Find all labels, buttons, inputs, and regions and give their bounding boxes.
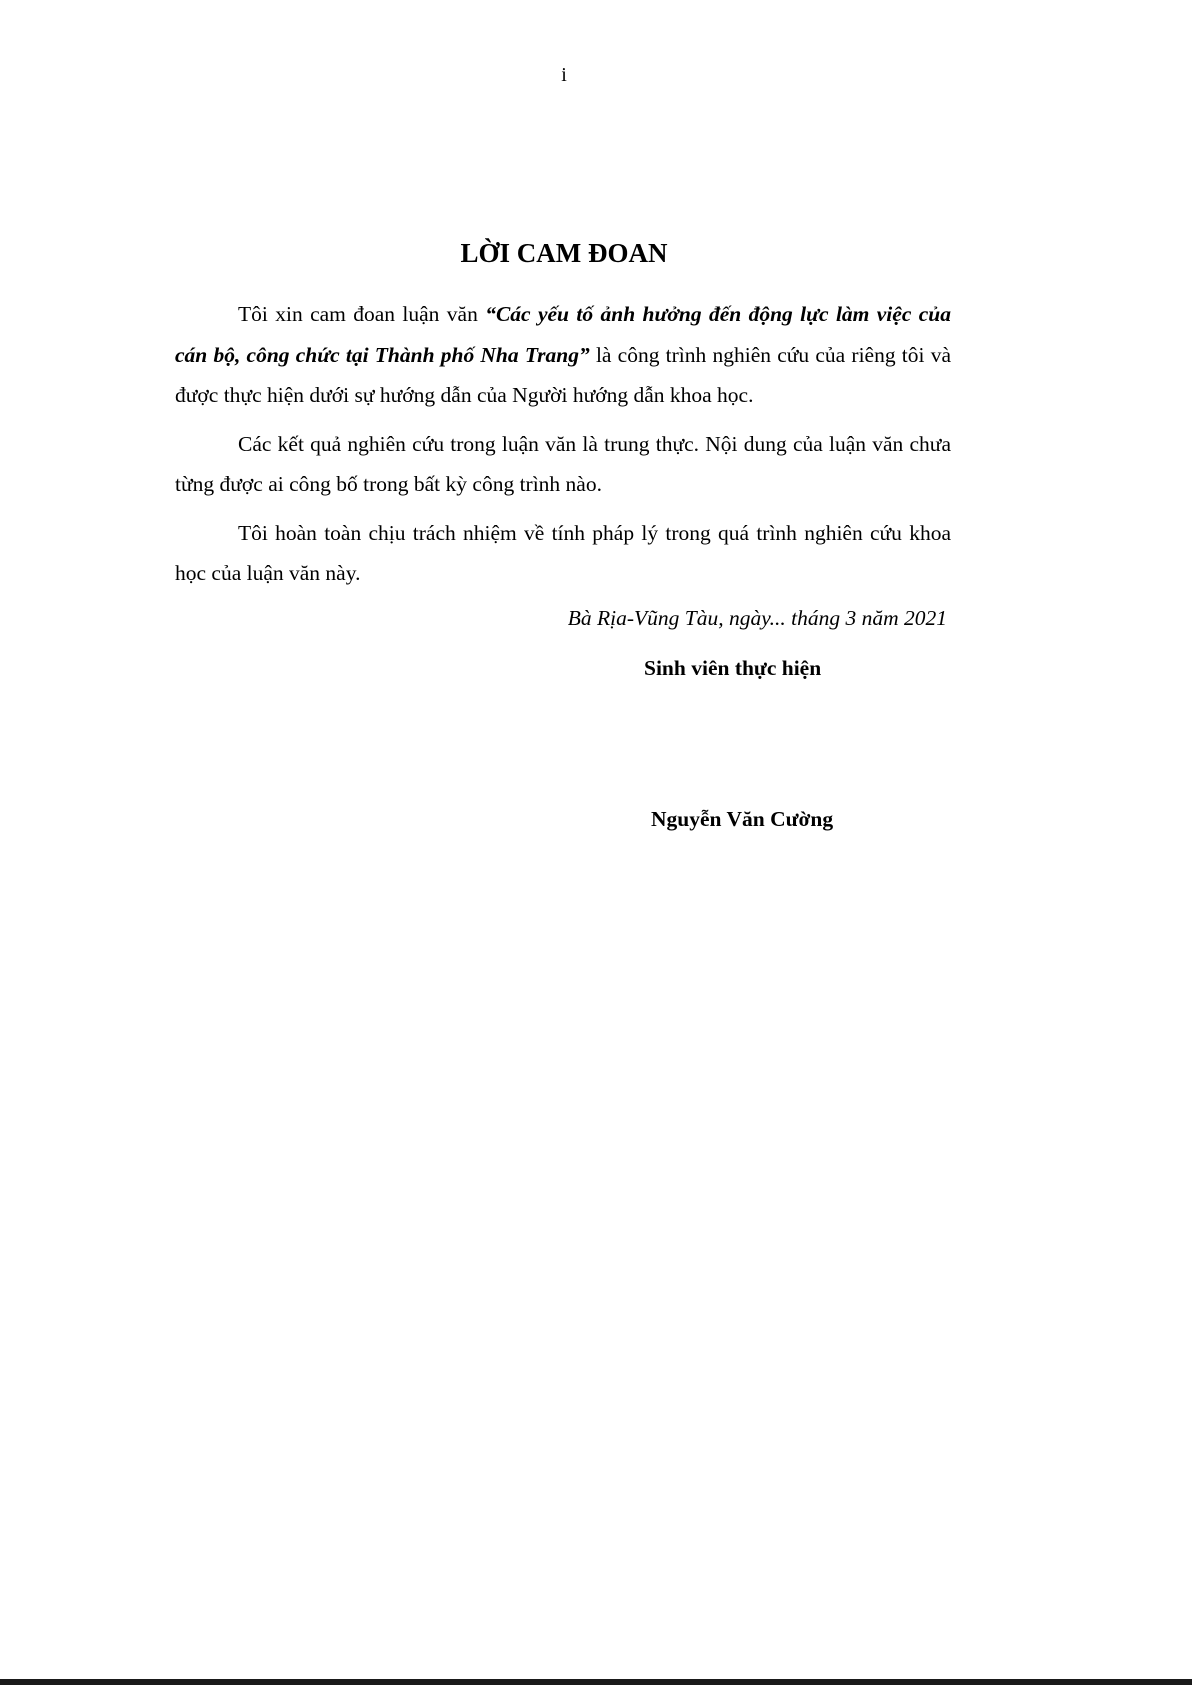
declaration-body [175,294,951,602]
declaration-paragraph-1 [175,294,951,416]
page-number: i [561,64,567,86]
page-bottom-edge [0,1679,1192,1685]
declaration-paragraph-2: Các kết quả nghiên cứu trong luận văn là trung thực. Nội dung của luận văn chưa từng được ai công bố trong bất kỳ công trình nào. [175,431,951,496]
place-and-date: Bà Rịa-Vũng Tàu, ngày... tháng 3 năm 2021 [567,606,947,630]
thesis-title: “Các yếu tố ảnh hưởng đến động lực làm việc của cán bộ, công chức tại Thành phố Nha Trang” [175,302,951,367]
declaration-paragraph-3: Tôi hoàn toàn chịu trách nhiệm về tính pháp lý trong quá trình nghiên cứu khoa học của luận văn này. [175,520,951,585]
signer-role: Sinh viên thực hiện [644,656,822,680]
signer-name: Nguyễn Văn Cường [651,807,834,831]
document-title: LỜI CAM ĐOAN [460,238,668,268]
paragraph-1-rest: là công trình nghiên cứu của riêng tôi và được thực hiện dưới sự hướng dẫn của Người hướng dẫn khoa học. [175,342,951,407]
paragraph-1-intro: Tôi xin cam đoan luận văn [238,302,486,326]
